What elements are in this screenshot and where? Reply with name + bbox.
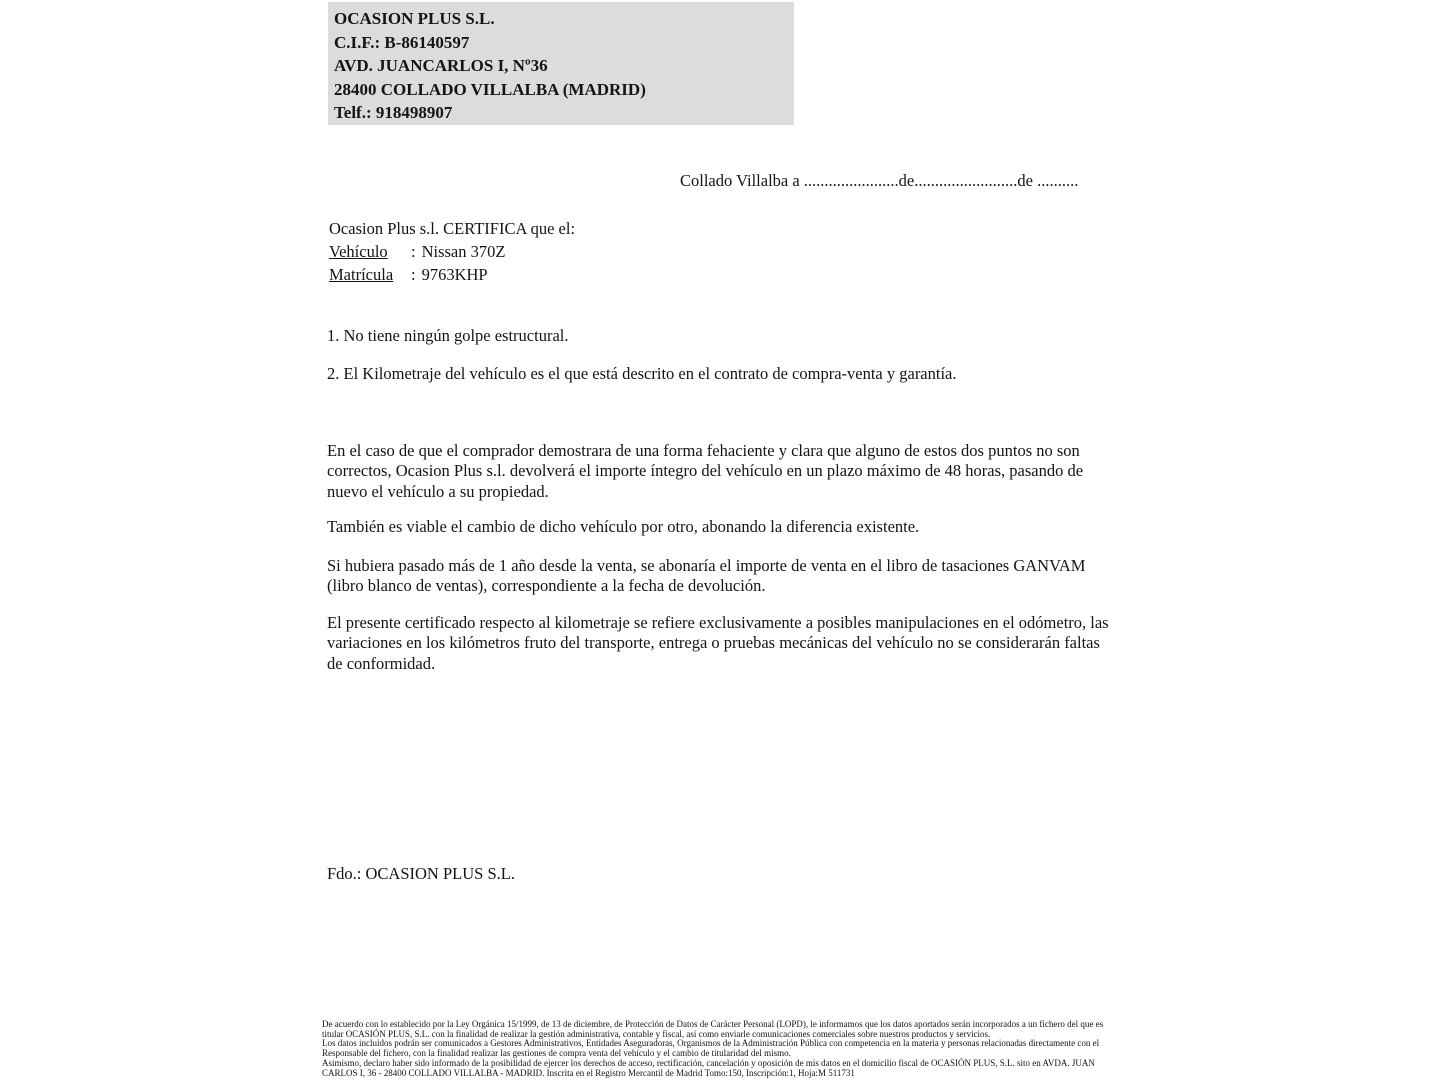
legal-paragraph-lopd: De acuerdo con lo establecido por la Ley Orgánica 15/1999, de 13 de diciembre, de Protección de Datos de Carácter Personal (LOPD), le informamos que los datos aportados serán incorporados a un fichero del que es titular OCASIÓN PLUS, S.L. con la finalidad de realizar la gestión administrativa, contable y fiscal, así como enviarle comunicaciones comerciales sobre nuestros productos y servicios. <box>322 1019 1104 1039</box>
vehicle-separator: : <box>411 242 416 261</box>
company-name: OCASION PLUS S.L. <box>334 9 495 28</box>
numbered-point-1: 1. No tiene ningún golpe estructural. <box>327 326 569 345</box>
plate-label: Matrícula <box>329 265 394 284</box>
legal-paragraph-rights: Asimismo, declaro haber sido informado de la posibilidad de ejercer los derechos de acceso, rectificación, cancelación y oposición de mis datos en el domicilio fiscal de OCASIÓN PLUS, S.L. sito en AVDA. JUAN CARLOS I, 36 - 28400 COLLADO VILLALBA - MADRID. Inscrita en el Registro Mercantil de Madrid Tomo:150, Inscripción:1, Hoja:M 511731 <box>322 1057 1095 1078</box>
certification-block <box>329 217 575 286</box>
vehicle-label: Vehículo <box>329 242 388 261</box>
paragraph-odometer-disclaimer: El presente certificado respecto al kilometraje se refiere exclusivamente a posibles manipulaciones en el odómetro, las variaciones en los kilómetros fruto del transporte, entrega o pruebas mecánicas del vehículo no se considerarán faltas de conformidad. <box>327 613 1109 673</box>
signature-line: Fdo.: OCASION PLUS S.L. <box>327 864 515 883</box>
legal-footer <box>322 1020 1112 1078</box>
plate-value: 9763KHP <box>421 265 488 284</box>
paragraph-refund-terms: En el caso de que el comprador demostrara de una forma fehaciente y clara que alguno de estos dos puntos no son correctos, Ocasion Plus s.l. devolverá el importe íntegro del vehículo en un plazo máximo de 48 horas, pasando de nuevo el vehículo a su propiedad. <box>327 441 1084 501</box>
paragraph-exchange-option: También es viable el cambio de dicho vehículo por otro, abonando la diferencia existente. <box>327 517 920 536</box>
plate-separator: : <box>411 265 416 284</box>
legal-paragraph-data-sharing: Los datos incluidos podrán ser comunicados a Gestores Administrativos, Entidades Aseguradoras, Organismos de la Administración Pública con competencia en la materia y personas relacionadas directamente con el Responsable del fichero, con la finalidad realizar las gestiones de compra venta del vehículo y el cambio de titularidad del mismo. <box>322 1038 1100 1059</box>
company-address: AVD. JUANCARLOS I, Nº36 <box>334 56 548 76</box>
company-city: 28400 COLLADO VILLALBA (MADRID) <box>334 79 646 99</box>
certification-intro: Ocasion Plus s.l. CERTIFICA que el: <box>329 219 576 238</box>
date-line: Collado Villalba a .......................de.........................de .......... <box>680 171 1079 190</box>
company-header-box <box>328 2 794 125</box>
vehicle-value: Nissan 370Z <box>421 242 506 261</box>
plate-field <box>329 263 575 286</box>
numbered-point-2: 2. El Kilometraje del vehículo es el que está descrito en el contrato de compra-venta y garantía. <box>327 364 957 383</box>
company-phone: Telf.: 918498907 <box>334 103 453 123</box>
company-cif: C.I.F.: B-86140597 <box>334 32 470 52</box>
paragraph-ganvam: Si hubiera pasado más de 1 año desde la venta, se abonaría el importe de venta en el libro de tasaciones GANVAM (libro blanco de ventas), correspondiente a la fecha de devolución. <box>327 556 1086 596</box>
vehicle-field <box>329 240 575 263</box>
